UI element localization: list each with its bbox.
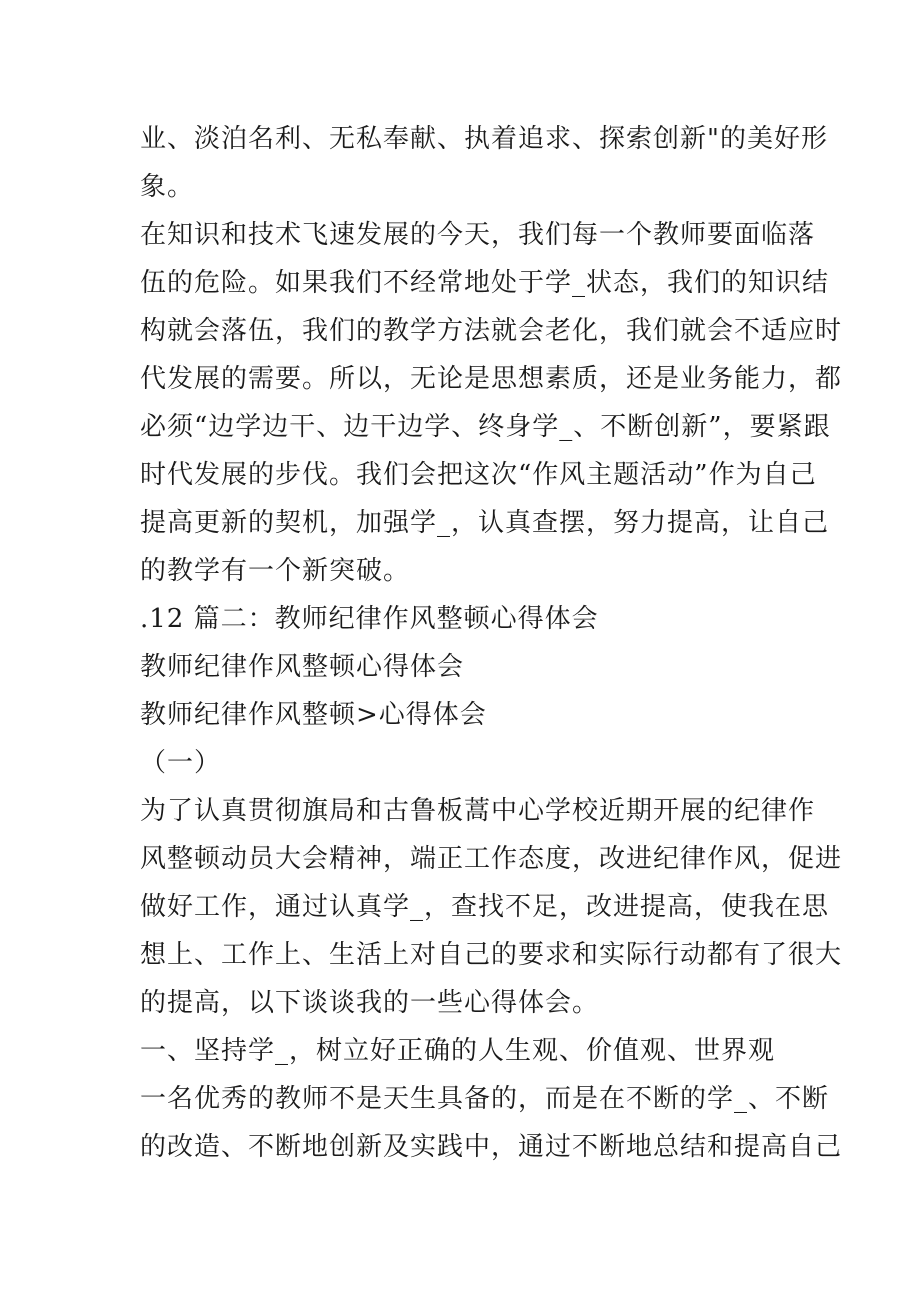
- part-label: （一）: [140, 748, 222, 778]
- paragraph-line: 提高更新的契机，加强学_，认真查摆，努力提高，让自己: [140, 508, 830, 538]
- paragraph-line: 在知识和技术飞速发展的今天，我们每一个教师要面临落: [140, 220, 816, 250]
- document-title: 教师纪律作风整顿心得体会: [140, 652, 465, 682]
- paragraph-line: 构就会落伍，我们的教学方法就会老化，我们就会不适应时: [140, 316, 843, 346]
- paragraph-line: 必须“边学边干、边干边学、终身学_、不断创新”，要紧跟: [140, 412, 831, 442]
- paragraph-line: 的改造、不断地创新及实践中，通过不断地总结和提高自己: [140, 1132, 843, 1162]
- section-heading: .12 篇二：教师纪律作风整顿心得体会: [140, 604, 599, 634]
- paragraph-line: 一名优秀的教师不是天生具备的，而是在不断的学_、不断: [140, 1084, 830, 1114]
- paragraph-line: 为了认真贯彻旗局和古鲁板蒿中心学校近期开展的纪律作: [140, 796, 816, 826]
- paragraph-line: 时代发展的步伐。我们会把这次“作风主题活动”作为自己: [140, 460, 817, 490]
- paragraph-line: 的教学有一个新突破。: [140, 556, 411, 586]
- paragraph-line: 象。: [140, 172, 195, 202]
- paragraph-line: 代发展的需要。所以，无论是思想素质，还是业务能力，都: [140, 364, 843, 394]
- paragraph-line: 的提高，以下谈谈我的一些心得体会。: [140, 988, 600, 1018]
- paragraph-line: 想上、工作上、生活上对自己的要求和实际行动都有了很大: [140, 940, 843, 970]
- paragraph-line: 风整顿动员大会精神，端正工作态度，改进纪律作风，促进: [140, 844, 843, 874]
- paragraph-line: 业、淡泊名利、无私奉献、执着追求、探索创新"的美好形: [140, 124, 828, 154]
- document-subtitle: 教师纪律作风整顿>心得体会: [140, 700, 487, 730]
- paragraph-line: 做好工作，通过认真学_，查找不足，改进提高，使我在思: [140, 892, 830, 922]
- section-heading: 一、坚持学_，树立好正确的人生观、价值观、世界观: [140, 1036, 776, 1066]
- paragraph-line: 伍的危险。如果我们不经常地处于学_状态，我们的知识结: [140, 268, 830, 298]
